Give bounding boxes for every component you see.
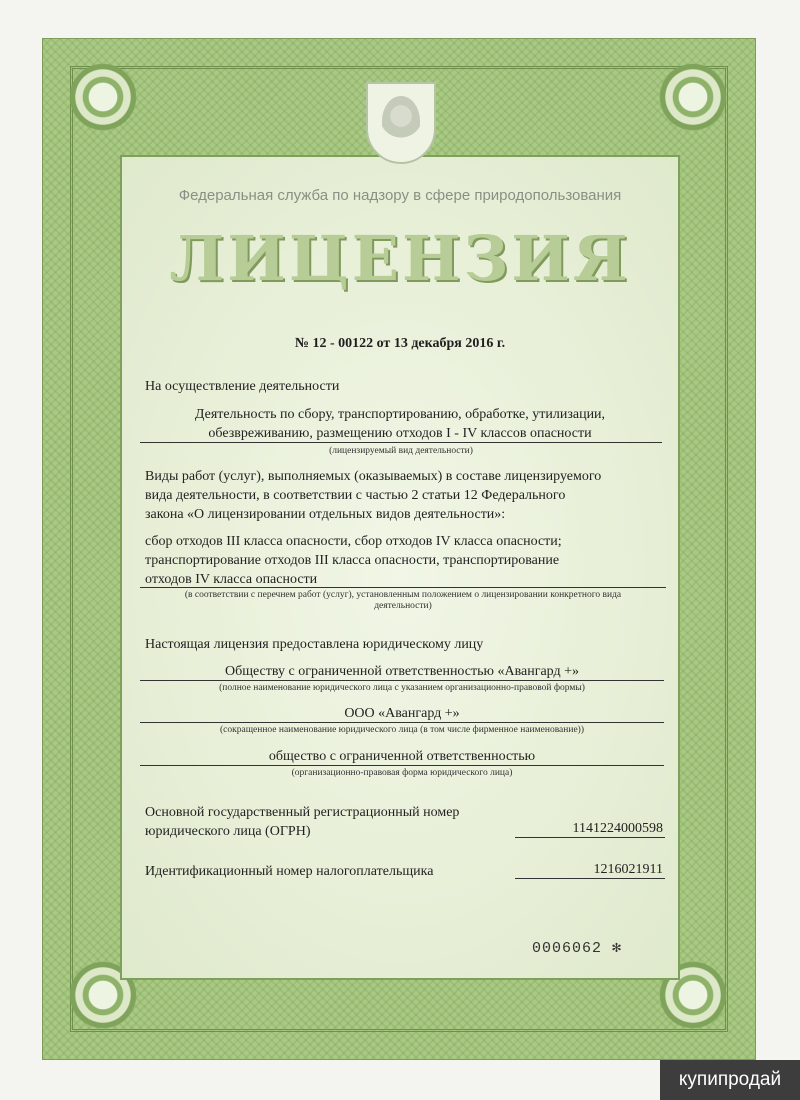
legal-form-caption: (организационно-правовая форма юридического лица) (291, 768, 513, 778)
double-headed-eagle-icon (382, 96, 420, 146)
activity-line-1: Деятельность по сбору, транспортированию, обработке, утилизации, (194, 407, 606, 422)
ogrn-label-line-1: Основной государственный регистрационный номер (145, 805, 460, 820)
inn-value: 1216021911 (593, 862, 663, 877)
ogrn-value: 1141224000598 (572, 821, 663, 836)
license-number: № 12 - 00122 от 13 декабря 2016 г. (294, 336, 506, 351)
coat-of-arms-icon (366, 82, 436, 164)
underline (140, 680, 664, 681)
ogrn-label-line-2: юридического лица (ОГРН) (145, 824, 311, 839)
works-intro-line-1: Виды работ (услуг), выполняемых (оказываемых) в составе лицензируемого (145, 469, 602, 484)
activity-caption: (лицензируемый вид деятельности) (329, 446, 473, 456)
full-name-caption: (полное наименование юридического лица с указанием организационно-правовой формы) (219, 683, 585, 693)
works-caption-line-2: деятельности) (374, 601, 432, 611)
activity-line-2: обезвреживанию, размещению отходов I - IV классов опасности (208, 426, 592, 441)
underline (140, 587, 666, 588)
short-name-caption: (сокращенное наименование юридического лица (в том числе фирменное наименование)) (220, 725, 584, 735)
underline (140, 722, 664, 723)
works-line-1: сбор отходов III класса опасности, сбор отходов IV класса опасности; (145, 534, 562, 549)
granted-intro: Настоящая лицензия предоставлена юридическому лицу (145, 637, 484, 652)
inn-label: Идентификационный номер налогоплательщика (145, 864, 434, 879)
underline (140, 765, 664, 766)
company-short-name: ООО «Авангард +» (344, 706, 460, 721)
site-watermark: купипродай (660, 1060, 800, 1100)
issuing-agency: Федеральная служба по надзору в сфере природопользования (178, 187, 622, 204)
corner-rosette-icon (658, 62, 728, 132)
form-serial-number: 0006062 ✻ (532, 940, 623, 957)
works-line-2: транспортирование отходов III класса опасности, транспортирование (145, 553, 560, 568)
works-intro-line-2: вида деятельности, в соответствии с частью 2 статьи 12 Федерального (145, 488, 566, 503)
corner-rosette-icon (68, 62, 138, 132)
activity-intro: На осуществление деятельности (145, 379, 340, 394)
underline (140, 442, 662, 443)
underline (515, 837, 665, 838)
works-line-3: отходов IV класса опасности (145, 572, 318, 587)
works-intro-line-3: закона «О лицензировании отдельных видов деятельности»: (145, 507, 506, 522)
underline (515, 878, 665, 879)
works-caption-line-1: (в соответствии с перечнем работ (услуг), установленным положением о лицензировании конкретного вида (184, 590, 622, 600)
company-full-name: Обществу с ограниченной ответственностью «Авангард +» (224, 664, 579, 679)
document-title: ЛИЦЕНЗИЯ (169, 222, 631, 295)
legal-form: общество с ограниченной ответственностью (268, 749, 536, 764)
